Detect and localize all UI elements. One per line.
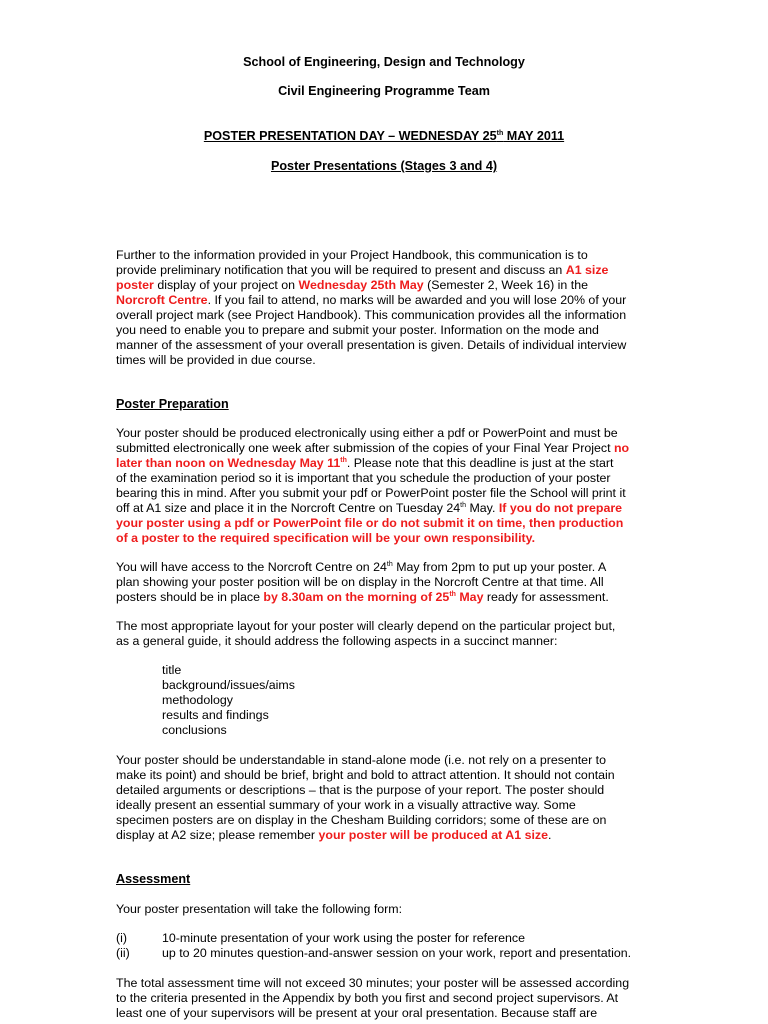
preparation-paragraph-4: Your poster should be understandable in stand-alone mode (i.e. not rely on a presenter to make its point) and should be brief, bright and bold to attract attention. It should not contain detailed arguments or descriptions – that is the purpose of your report. The poster should ideally present an essential summary of your work in a visually attractive way. Some specimen posters are on display in the Chesham Building corridors; some of these are on display at A2 size; please remember your poster will be produced at A1 size. [116,753,615,842]
event-title: POSTER PRESENTATION DAY – WEDNESDAY 25th MAY 2011 [203,129,565,143]
aspects-list [162,663,295,738]
list-item: conclusions [162,723,227,737]
assessment-heading: Assessment [116,872,191,886]
list-item: methodology [162,693,233,707]
subtitle: Poster Presentations (Stages 3 and 4) [270,159,498,173]
team-title: Civil Engineering Programme Team [278,84,490,98]
preparation-paragraph-3: The most appropriate layout for your poster will clearly depend on the particular project but, as a general guide, it should address the following aspects in a succinct manner: [116,619,616,648]
assessment-items [116,931,676,961]
assessment-intro: Your poster presentation will take the following form: [116,902,403,916]
poster-preparation-heading: Poster Preparation [116,397,229,411]
list-item: background/issues/aims [162,678,295,692]
assessment-paragraph: The total assessment time will not exceed 30 minutes; your poster will be assessed according to the criteria presented in the Appendix by both you first and second project supervisors. At least one of your supervisors will be present at your oral presentation. Because staff are [116,976,630,1020]
preparation-paragraph-2: You will have access to the Norcroft Centre on 24th May from 2pm to put up your poster. A plan showing your poster position will be on display in the Norcroft Centre at that time. All posters should be in place by 8.30am on the morning of 25th May ready for assessment. [116,560,609,604]
intro-paragraph: Further to the information provided in your Project Handbook, this communication is to provide preliminary notification that you will be required to present and discuss an A1 size poster display of your project on Wednesday 25th May (Semester 2, Week 16) in the Norcroft Centre. If you fail to attend, no marks will be awarded and you will lose 20% of your overall project mark (see Project Handbook). This communication provides all the information you need to enable you to prepare and submit your poster. Information on the mode and manner of the assessment of your overall presentation is given. Details of individual interview times will be provided in due course. [116,248,627,367]
list-item: results and findings [162,708,269,722]
school-title: School of Engineering, Design and Technology [243,55,525,69]
list-item: (ii) up to 20 minutes question-and-answer session on your work, report and presentation. [116,946,632,960]
preparation-paragraph-1: Your poster should be produced electronically using either a pdf or PowerPoint and must be submitted electronically one week after submission of the copies of your Final Year Project no later than noon on Wednesday May 11th. Please note that this deadline is just at the start of the examination period so it is important that you schedule the production of your poster bearing this in mind. After you submit your pdf or PowerPoint poster file the School will print it off at A1 size and place it in the Norcroft Centre on Tuesday 24th May. If you do not prepare your poster using a pdf or PowerPoint file or do not submit it on time, then production of a poster to the required specification will be your own responsibility. [116,426,630,545]
list-item: title [162,663,182,677]
list-item: (i) 10-minute presentation of your work using the poster for reference [116,931,525,945]
